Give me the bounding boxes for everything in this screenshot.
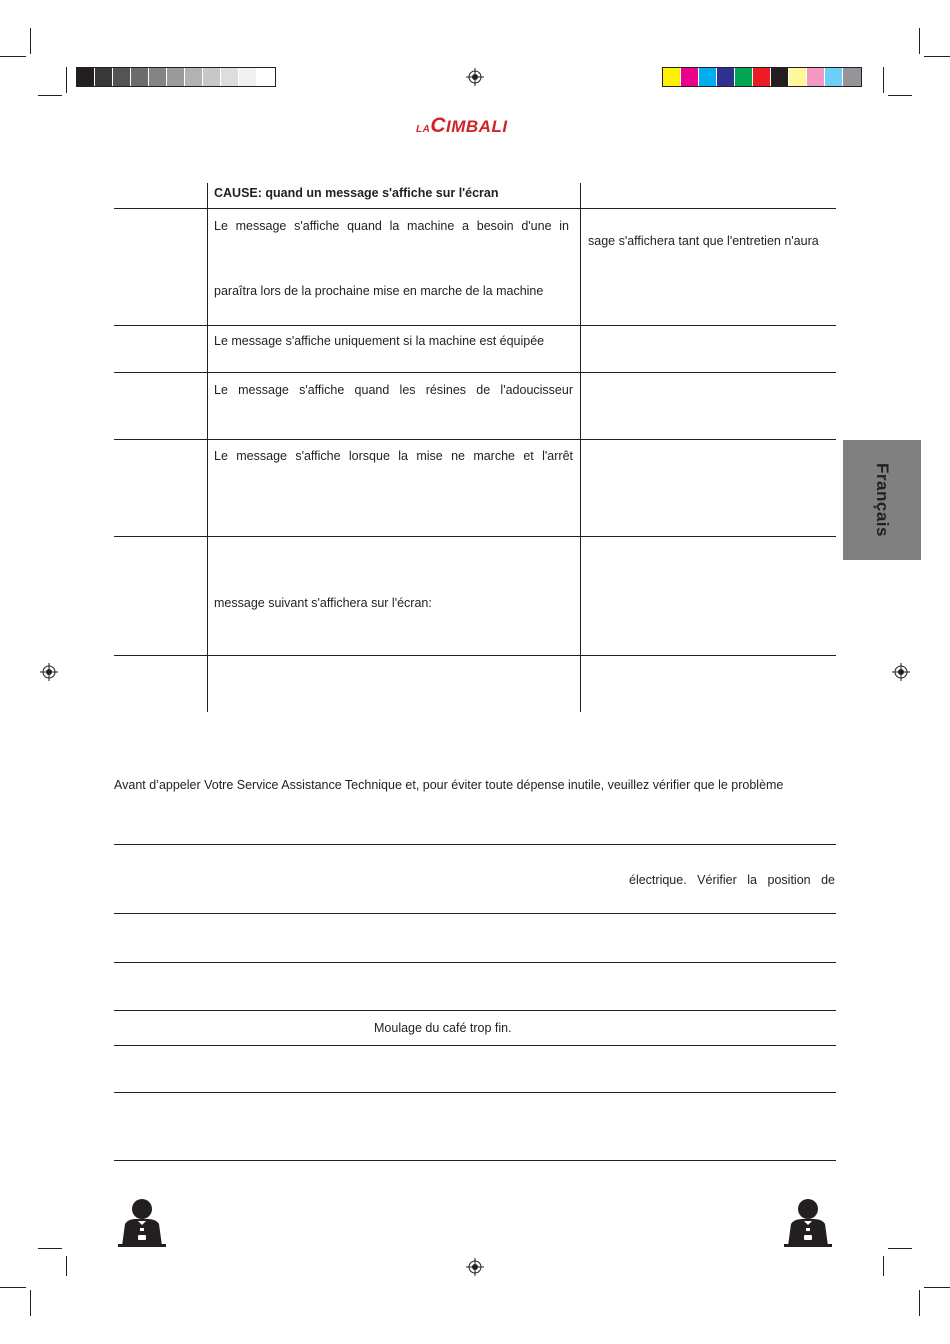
registration-mark-icon: [40, 663, 58, 681]
table-rule: [114, 1045, 836, 1046]
row1-remedy-line1: sage s'affichera tant que l'entretien n'aura: [588, 234, 819, 248]
crop-mark: [38, 1248, 62, 1249]
crop-mark: [883, 67, 884, 93]
crop-mark: [0, 56, 26, 57]
table-rule: [114, 1010, 836, 1011]
row1-cause-line1: Le message s'affiche quand la machine a besoin d'une in: [214, 219, 569, 233]
logo-prefix: LA: [416, 124, 431, 135]
registration-mark-icon: [892, 663, 910, 681]
table-rule: [114, 536, 836, 537]
color-swatch: [663, 68, 681, 86]
color-swatch: [681, 68, 699, 86]
language-tab: [843, 440, 921, 560]
color-swatch: [113, 68, 131, 86]
color-swatch: [735, 68, 753, 86]
color-swatch: [203, 68, 221, 86]
color-swatch: [239, 68, 257, 86]
table-rule: [114, 439, 836, 440]
color-swatch: [807, 68, 825, 86]
crop-mark: [919, 1290, 920, 1316]
row2-cause-line1: Le message s'affiche uniquement si la machine est équipée: [214, 334, 545, 348]
crop-mark: [888, 95, 912, 96]
color-swatch: [257, 68, 275, 86]
table-header-cause: CAUSE: quand un message s'affiche sur l'écran: [214, 186, 499, 200]
color-swatch: [789, 68, 807, 86]
row4-cause-line1: Le message s'affiche lorsque la mise ne marche et l'arrêt: [214, 449, 573, 463]
color-swatch-bar: [662, 67, 862, 87]
row1-cause-line2: paraîtra lors de la prochaine mise en marche de la machine: [214, 284, 544, 298]
brand-logo: [416, 114, 536, 142]
table-rule: [114, 913, 836, 914]
table-rule: [114, 372, 836, 373]
color-swatch: [221, 68, 239, 86]
crop-mark: [38, 95, 62, 96]
color-swatch: [167, 68, 185, 86]
color-swatch: [95, 68, 113, 86]
table-rule: [114, 325, 836, 326]
logo-initial: C: [430, 114, 447, 137]
color-swatch: [753, 68, 771, 86]
crop-mark: [888, 1248, 912, 1249]
color-swatch: [131, 68, 149, 86]
color-swatch: [185, 68, 203, 86]
crop-mark: [66, 67, 67, 93]
table-rule: [114, 655, 836, 656]
registration-mark-icon: [466, 68, 484, 86]
gray-swatch-bar: [76, 67, 276, 87]
color-swatch: [771, 68, 789, 86]
crop-mark: [883, 1256, 884, 1276]
color-swatch: [825, 68, 843, 86]
crop-mark: [30, 1290, 31, 1316]
table-rule: [114, 844, 836, 845]
trouble-row1-text: électrique. Vérifier la position de: [629, 873, 835, 887]
table-rule: [114, 1160, 836, 1161]
table-rule: [114, 962, 836, 963]
logo-rest: IMBALI: [446, 117, 508, 136]
crop-mark: [30, 28, 31, 54]
crop-mark: [0, 1287, 26, 1288]
language-tab-label: Français: [873, 463, 892, 537]
color-swatch: [699, 68, 717, 86]
crop-mark: [924, 56, 950, 57]
barista-icon: [116, 1198, 168, 1248]
crop-mark: [66, 1256, 67, 1276]
table-rule: [114, 1092, 836, 1093]
crop-mark: [924, 1287, 950, 1288]
color-swatch: [149, 68, 167, 86]
table-divider: [207, 183, 208, 712]
intro-paragraph: Avant d’appeler Votre Service Assistance Technique et, pour éviter toute dépense inutile, veuillez vérifier que le problème: [114, 778, 784, 792]
table-divider: [580, 183, 581, 712]
color-swatch: [717, 68, 735, 86]
row3-cause-line1: Le message s'affiche quand les résines de l'adoucisseur: [214, 383, 573, 397]
barista-icon: [782, 1198, 834, 1248]
table-rule: [114, 208, 836, 209]
color-swatch: [77, 68, 95, 86]
trouble-row4-text: Moulage du café trop fin.: [374, 1021, 512, 1035]
row5-cause-line1: message suivant s'affichera sur l'écran:: [214, 596, 432, 610]
color-swatch: [843, 68, 861, 86]
registration-mark-icon: [466, 1258, 484, 1276]
crop-mark: [919, 28, 920, 54]
